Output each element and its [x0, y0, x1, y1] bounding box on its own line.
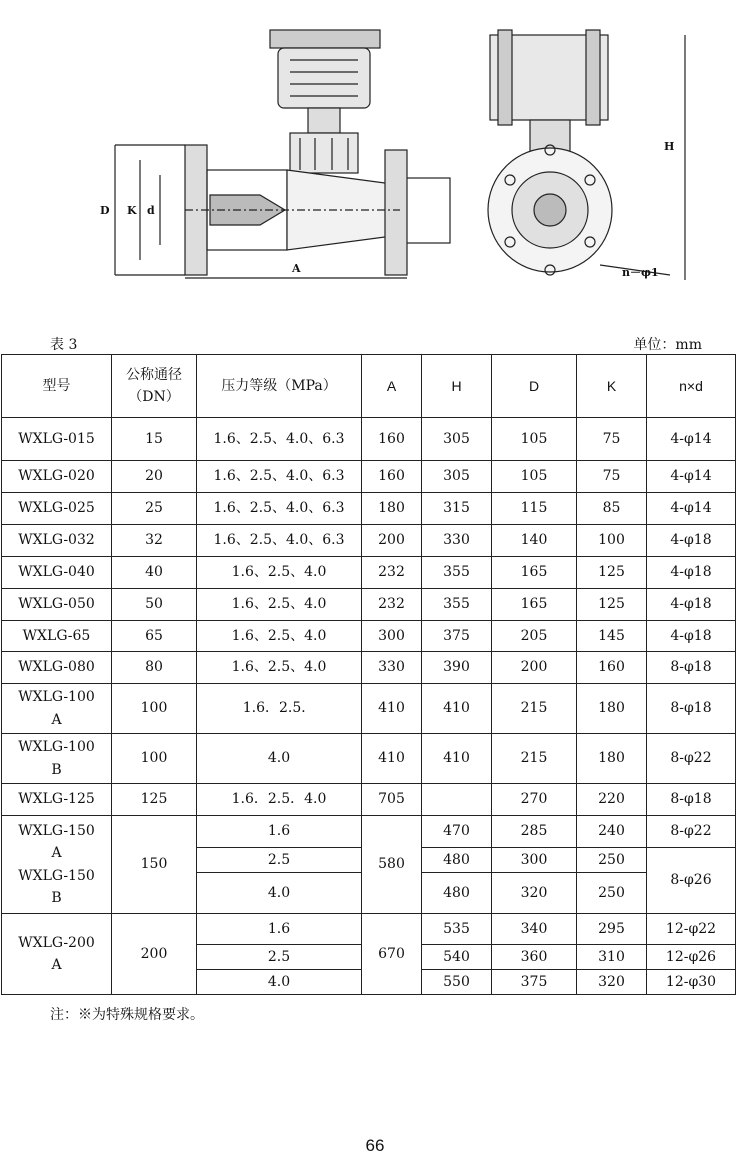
- front-view: [115, 30, 450, 278]
- holes-callout: n－φ1: [622, 266, 659, 279]
- table-row: 4.0 550 375 320 12-φ30: [2, 970, 736, 995]
- table-row: WXLG-015 15 1.6、2.5、4.0、6.3 160 305 105 75 4-φ14: [2, 418, 736, 461]
- footnote: 注：※为特殊规格要求。: [50, 1007, 204, 1023]
- table-row: WXLG-020 20 1.6、2.5、4.0、6.3 160 305 105 75 4-φ14: [2, 461, 736, 493]
- table-row: WXLG-150 A WXLG-150 B 150 1.6 580 470 285 240 8-φ22: [2, 816, 736, 848]
- flowmeter-drawing: [100, 20, 700, 295]
- spec-table: [1, 354, 736, 995]
- table-row: WXLG-025 25 1.6、2.5、4.0、6.3 180 315 115 85 4-φ14: [2, 493, 736, 525]
- table-row: 2.5 480 300 250 8-φ26: [2, 848, 736, 873]
- table-caption: 表 3: [50, 337, 78, 353]
- table-row: WXLG-040 40 1.6、2.5、4.0 232 355 165 125 4-φ18: [2, 557, 736, 589]
- page-number: 66: [365, 1136, 385, 1155]
- table-row: WXLG-050 50 1.6、2.5、4.0 232 355 165 125 4-φ18: [2, 589, 736, 621]
- unit-label: 单位：mm: [633, 337, 702, 353]
- table-row: 4.0 480 320 250: [2, 873, 736, 914]
- table-row: WXLG-65 65 1.6、2.5、4.0 300 375 205 145 4-φ18: [2, 621, 736, 652]
- dim-label-H: H: [664, 140, 675, 153]
- header-D: D: [492, 355, 577, 418]
- header-H: H: [422, 355, 492, 418]
- header-dn: 公称通径 （DN）: [112, 355, 197, 418]
- table-header-row: [2, 355, 736, 418]
- table-row: WXLG-125 125 1.6．2.5．4.0 705 270 220 8-φ18: [2, 784, 736, 816]
- header-A: A: [362, 355, 422, 418]
- header-pressure: 压力等级（MPa）: [197, 355, 362, 418]
- table-row: WXLG-032 32 1.6、2.5、4.0、6.3 200 330 140 100 4-φ18: [2, 525, 736, 557]
- group150-model: WXLG-150 A WXLG-150 B: [2, 816, 112, 914]
- dim-label-A: A: [292, 262, 301, 275]
- table-row: WXLG-080 80 1.6、2.5、4.0 330 390 200 160 8-φ18: [2, 652, 736, 684]
- table-row: 2.5 540 360 310 12-φ26: [2, 945, 736, 970]
- header-model: 型号: [2, 355, 112, 418]
- header-K: K: [577, 355, 647, 418]
- header-nd: n×d: [647, 355, 736, 418]
- table-row: WXLG-100 B 100 4.0 410 410 215 180 8-φ22: [2, 734, 736, 784]
- table-row: WXLG-100 A 100 1.6．2.5． 410 410 215 180 8-φ18: [2, 684, 736, 734]
- group200-model: WXLG-200 A: [2, 914, 112, 995]
- dim-label-D: D: [100, 204, 110, 217]
- table-row: WXLG-200 A 200 1.6 670 535 340 295 12-φ22: [2, 914, 736, 945]
- dim-label-d: d: [147, 204, 155, 217]
- dim-label-K: K: [127, 204, 137, 217]
- side-view: [488, 30, 685, 280]
